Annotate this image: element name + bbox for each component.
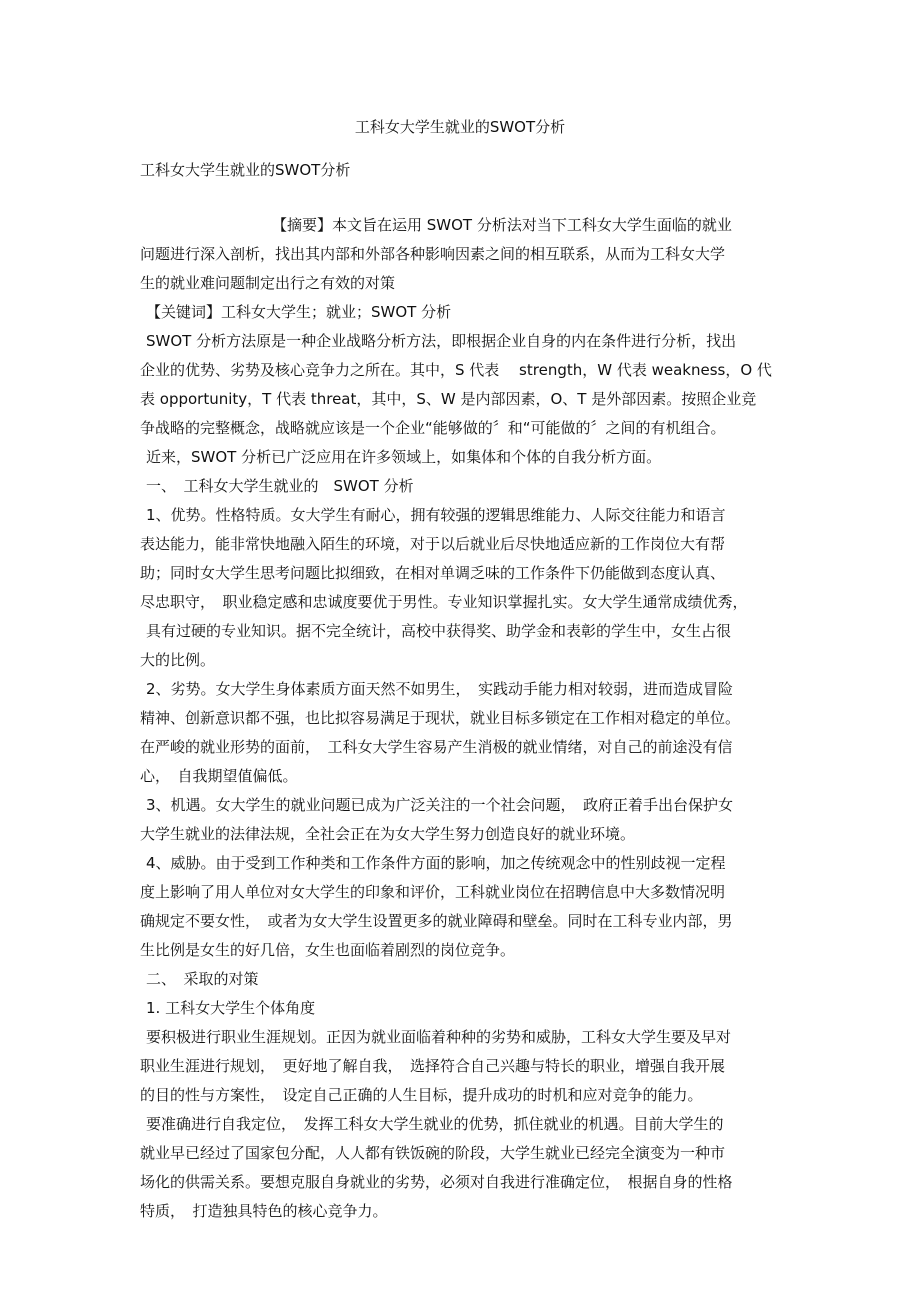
text-line: 近来，SWOT 分析已广泛应用在许多领域上，如集体和个体的自我分析方面。 — [146, 448, 662, 466]
text-line: 【关键词】工科女大学生；就业；SWOT 分析 — [146, 303, 452, 321]
text-line: 心， 自我期望值偏低。 — [140, 767, 298, 785]
text-line: 企业的优势、劣势及核心竞争力之所在。其中，S 代表 strength，W 代表 weakness，O 代 — [140, 361, 772, 379]
text-line: 1、优势。性格特质。女大学生有耐心，拥有较强的逻辑思维能力、人际交往能力和语言 — [146, 506, 726, 524]
text-line: 精神、创新意识都不强，也比拟容易满足于现状，就业目标多锁定在工作相对稳定的单位。 — [140, 709, 741, 727]
text-line: 3、机遇。女大学生的就业问题已成为广泛关注的一个社会问题， 政府正着手出台保护女 — [146, 796, 734, 814]
text-line: 职业生涯进行规划， 更好地了解自我， 选择符合自己兴趣与特长的职业，增强自我开展 — [140, 1057, 726, 1075]
text-line: 问题进行深入剖析，找出其内部和外部各种影响因素之间的相互联系，从而为工科女大学 — [140, 245, 726, 263]
text-line: 一、 工科女大学生就业的 SWOT 分析 — [146, 477, 414, 495]
text-line: 尽忠职守， 职业稳定感和忠诚度要优于男性。专业知识掌握扎实。女大学生通常成绩优秀， — [140, 593, 748, 611]
text-line: 表 opportunity，T 代表 threat，其中，S、W 是内部因素，O、T 是外部因素。按照企业竞 — [140, 390, 757, 408]
document-subtitle: 工科女大学生就业的SWOT分析 — [140, 161, 351, 179]
text-line: 【摘要】本文旨在运用 SWOT 分析法对当下工科女大学生面临的就业 — [272, 216, 732, 234]
text-line: 要准确进行自我定位， 发挥工科女大学生就业的优势，抓住就业的机遇。目前大学生的 — [146, 1115, 724, 1133]
text-line: 确规定不要女性， 或者为女大学生设置更多的就业障碍和壁垒。同时在工科专业内部，男 — [140, 912, 733, 930]
text-line: 1. 工科女大学生个体角度 — [146, 999, 316, 1017]
text-line: 助；同时女大学生思考问题比拟细致，在相对单调乏味的工作条件下仍能做到态度认真、 — [140, 564, 726, 582]
text-line: 要积极进行职业生涯规划。正因为就业面临着种种的劣势和威胁，工科女大学生要及早对 — [146, 1028, 732, 1046]
text-line: 就业早已经过了国家包分配，人人都有铁饭碗的阶段，大学生就业已经完全演变为一种市 — [140, 1144, 726, 1162]
document-title: 工科女大学生就业的SWOT分析 — [354, 118, 566, 136]
text-line: 度上影响了用人单位对女大学生的印象和评价，工科就业岗位在招聘信息中大多数情况明 — [140, 883, 726, 901]
text-line: 具有过硬的专业知识。据不完全统计，高校中获得奖、助学金和表彰的学生中，女生占很 — [146, 622, 732, 640]
text-line: 生的就业难问题制定出行之有效的对策 — [140, 274, 396, 292]
text-line: 争战略的完整概念，战略就应该是一个企业“能够做的〞和“可能做的〞之间的有机组合。 — [140, 419, 726, 437]
document-body — [140, 211, 800, 1226]
text-line: 生比例是女生的好几倍，女生也面临着剧烈的岗位竞争。 — [140, 941, 516, 959]
text-line: 特质， 打造独具特色的核心竞争力。 — [140, 1202, 388, 1220]
text-line: 的目的性与方案性， 设定自己正确的人生目标，提升成功的时机和应对竞争的能力。 — [140, 1086, 703, 1104]
text-line: SWOT 分析方法原是一种企业战略分析方法，即根据企业自身的内在条件进行分析，找出 — [146, 332, 737, 350]
text-line: 场化的供需关系。要想克服自身就业的劣势，必须对自我进行准确定位， 根据自身的性格 — [140, 1173, 733, 1191]
text-line: 4、威胁。由于受到工作种类和工作条件方面的影响，加之传统观念中的性别歧视一定程 — [146, 854, 726, 872]
text-line: 表达能力，能非常快地融入陌生的环境，对于以后就业后尽快地适应新的工作岗位大有帮 — [140, 535, 726, 553]
text-line: 二、 采取的对策 — [146, 970, 259, 988]
text-line: 2、劣势。女大学生身体素质方面天然不如男生， 实践动手能力相对较弱，进而造成冒险 — [146, 680, 734, 698]
text-line: 在严峻的就业形势的面前， 工科女大学生容易产生消极的就业情绪，对自己的前途没有信 — [140, 738, 733, 756]
text-line: 大学生就业的法律法规，全社会正在为女大学生努力创造良好的就业环境。 — [140, 825, 636, 843]
text-line: 大的比例。 — [140, 651, 216, 669]
